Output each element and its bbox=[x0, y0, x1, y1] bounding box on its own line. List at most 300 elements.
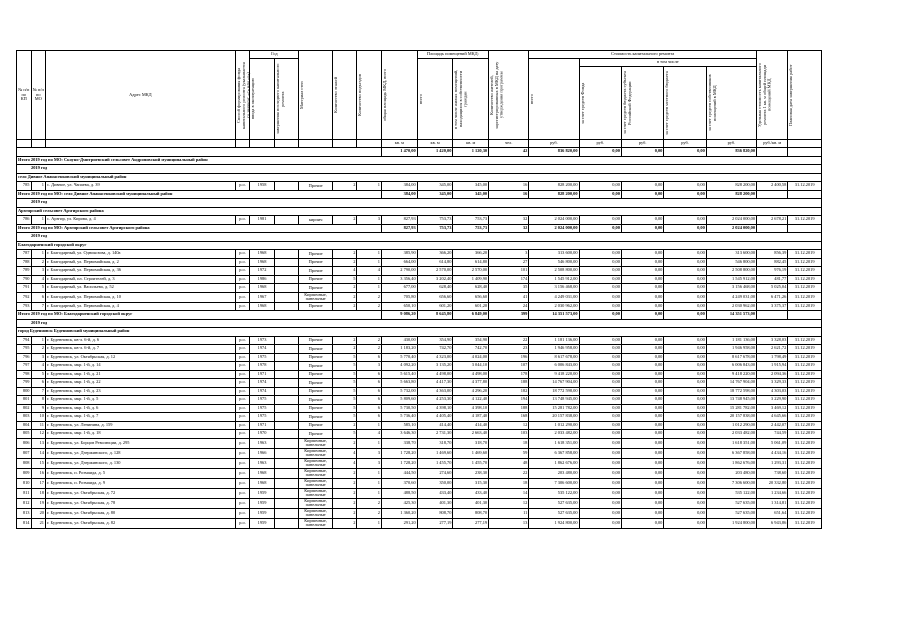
cell-l: 0,00 bbox=[664, 345, 706, 354]
cell-addr: г. Буденновск, мкр. 1-й, д. 21 bbox=[46, 370, 236, 379]
cell-o: 7 306 600,00 bbox=[706, 478, 756, 488]
cell-reg: 786 bbox=[17, 216, 32, 225]
cell-floors: 5 bbox=[332, 353, 357, 362]
cell-ent: 6 bbox=[357, 379, 382, 388]
table-cell bbox=[757, 148, 788, 157]
cell-priv: 742,70 bbox=[453, 345, 489, 354]
cell-cost: 828 200,00 bbox=[529, 182, 579, 191]
cell-f: 0,00 bbox=[579, 430, 621, 439]
cell-ent: 1 bbox=[357, 468, 382, 478]
total-value: 6 849,00 bbox=[453, 311, 489, 320]
cell-reg: 810 bbox=[17, 478, 32, 488]
table-row bbox=[17, 468, 822, 478]
cell-reg: 802 bbox=[17, 404, 32, 413]
cell-area: 1 469,60 bbox=[417, 448, 453, 458]
cell-priv: 1 409,90 bbox=[453, 275, 489, 284]
year-row bbox=[17, 233, 822, 242]
cell-o: 828 200,00 bbox=[706, 182, 756, 191]
table-row bbox=[17, 370, 822, 379]
cell-priv: 4 187,40 bbox=[453, 413, 489, 422]
table-row bbox=[17, 404, 822, 413]
cell-floors: 2 bbox=[332, 498, 357, 508]
cell-date: 31.12.2019 bbox=[788, 478, 822, 488]
cell-reg: 806 bbox=[17, 438, 32, 448]
total-value: 827,93 bbox=[381, 224, 417, 233]
table-row bbox=[17, 362, 822, 371]
cell-fund: р.о. bbox=[235, 421, 250, 430]
cell-fund: р.о. bbox=[235, 292, 250, 302]
table-cell bbox=[757, 311, 788, 320]
cell-last bbox=[274, 448, 299, 458]
header-cost-total: всего bbox=[529, 94, 535, 104]
cell-cost: 1 012 290,00 bbox=[529, 421, 579, 430]
cell-area: 274,60 bbox=[417, 468, 453, 478]
cell-cost: 14 767 904,00 bbox=[529, 379, 579, 388]
cell-last bbox=[274, 404, 299, 413]
cell-cost: 527 635,00 bbox=[529, 498, 579, 508]
cell-priv: 4 377,80 bbox=[453, 379, 489, 388]
cell-cost: 527 635,00 bbox=[529, 508, 579, 518]
cell-cost: 18 772 598,00 bbox=[529, 387, 579, 396]
cell-addr: г. Буденновск, кв-л. 6-й, д. 6 bbox=[46, 336, 236, 345]
cell-wall: Кирпичные, панельные bbox=[299, 458, 332, 468]
cell-priv: 4 296,20 bbox=[453, 387, 489, 396]
table-row bbox=[17, 478, 822, 488]
cell-priv: 277,19 bbox=[453, 518, 489, 528]
cell-cost: 546 800,00 bbox=[529, 258, 579, 267]
cell-f: 0,00 bbox=[579, 413, 621, 422]
cell-f: 0,00 bbox=[579, 250, 621, 259]
total-value: 0,00 bbox=[579, 148, 621, 157]
cell-date: 31.12.2019 bbox=[788, 396, 822, 405]
cell-cost: 535 122,00 bbox=[529, 488, 579, 498]
cell-l: 0,00 bbox=[664, 275, 706, 284]
cell-built: 1968 bbox=[250, 250, 275, 259]
cell-addr: г. Буденновск, ул. Дзержинского, д. 128 bbox=[46, 448, 236, 458]
cell-addr: г. Буденновск, мкр. 1-й, д. 7 bbox=[46, 413, 236, 422]
year-row bbox=[17, 199, 822, 208]
cell-o: 8 617 678,00 bbox=[706, 353, 756, 362]
cell-unit: 3 469,12 bbox=[757, 404, 788, 413]
cell-date: 31.12.2019 bbox=[788, 250, 822, 259]
cell-priv: 238,30 bbox=[453, 468, 489, 478]
cell-addr: г. Благодарный, ул. Первомайская, д. 4 bbox=[46, 302, 236, 311]
cell-area: 2 570,00 bbox=[417, 267, 453, 276]
cell-area: 3 202,40 bbox=[417, 275, 453, 284]
cell-floors: 2 bbox=[332, 182, 357, 191]
cell-reg: 791 bbox=[17, 284, 32, 293]
cell-date: 31.12.2019 bbox=[788, 508, 822, 518]
cell-fund: р.о. bbox=[235, 488, 250, 498]
cell-res: 41 bbox=[489, 292, 529, 302]
cell-r: 0,00 bbox=[621, 370, 663, 379]
cell-date: 31.12.2019 bbox=[788, 362, 822, 371]
cell-l: 0,00 bbox=[664, 518, 706, 528]
total-value: 384,00 bbox=[381, 190, 417, 199]
cell-fund: р.о. bbox=[235, 430, 250, 439]
table-row bbox=[17, 353, 822, 362]
cell-total: 705,80 bbox=[381, 292, 417, 302]
cell-floors: 2 bbox=[332, 421, 357, 430]
cell-res: 11 bbox=[489, 508, 529, 518]
cell-reg: 790 bbox=[17, 275, 32, 284]
cell-mo: 2 bbox=[31, 258, 46, 267]
cell-o: 2 030 962,00 bbox=[706, 302, 756, 311]
table-row bbox=[17, 379, 822, 388]
table-row bbox=[17, 250, 822, 259]
cell-built: 1959 bbox=[250, 508, 275, 518]
cell-addr: с. Дивное, ул. Чапаева, д. 39 bbox=[46, 182, 236, 191]
cell-res: 59 bbox=[489, 448, 529, 458]
cell-fund: р.о. bbox=[235, 250, 250, 259]
cell-o: 3 156 468,00 bbox=[706, 284, 756, 293]
cell-floors: 5 bbox=[332, 387, 357, 396]
cell-area: 4 417,30 bbox=[417, 379, 453, 388]
cell-addr: г. Благодарный, ул. Первомайская, д. 10 bbox=[46, 292, 236, 302]
cell-total: 5 736,40 bbox=[381, 413, 417, 422]
cell-date: 31.12.2019 bbox=[788, 518, 822, 528]
cell-wall: Прочие bbox=[299, 182, 332, 191]
cell-f: 0,00 bbox=[579, 275, 621, 284]
cell-total: 5 730,50 bbox=[381, 404, 417, 413]
total-value: 2 024 000,00 bbox=[529, 224, 579, 233]
cell-res: 168 bbox=[489, 413, 529, 422]
cell-total: 1 360,20 bbox=[381, 508, 417, 518]
cell-ent: 2 bbox=[357, 336, 382, 345]
cell-reg: 787 bbox=[17, 250, 32, 259]
table-cell bbox=[788, 190, 822, 199]
cell-reg: 807 bbox=[17, 448, 32, 458]
cell-date: 31.12.2019 bbox=[788, 379, 822, 388]
cell-r: 0,00 bbox=[621, 387, 663, 396]
cell-r: 0,00 bbox=[621, 345, 663, 354]
cell-last bbox=[274, 258, 299, 267]
cell-reg: 792 bbox=[17, 292, 32, 302]
total-value: 0,00 bbox=[579, 311, 621, 320]
total-value: 14 351 573,00 bbox=[529, 311, 579, 320]
cell-l: 0,00 bbox=[664, 430, 706, 439]
cell-total: 585,10 bbox=[381, 421, 417, 430]
cell-floors: 5 bbox=[332, 413, 357, 422]
year-label: 2019 год bbox=[17, 199, 822, 208]
cell-res: 13 bbox=[489, 518, 529, 528]
cell-floors: 4 bbox=[332, 458, 357, 468]
cell-mo: 8 bbox=[31, 396, 46, 405]
cell-addr: г. Буденновск, мкр. 1-й, д. 6 bbox=[46, 404, 236, 413]
cell-res: 188 bbox=[489, 404, 529, 413]
cell-floors: 5 bbox=[332, 379, 357, 388]
cell-l: 0,00 bbox=[664, 488, 706, 498]
header-wall-material: Материал стен bbox=[299, 81, 305, 109]
cell-res: 174 bbox=[489, 275, 529, 284]
cell-date: 31.12.2019 bbox=[788, 498, 822, 508]
cell-mo: 6 bbox=[31, 292, 46, 302]
cell-addr: г. Буденновск, кв-л. 6-й, д. 7 bbox=[46, 345, 236, 354]
cell-ent: 4 bbox=[357, 430, 382, 439]
cell-floors: 4 bbox=[332, 448, 357, 458]
cell-f: 0,00 bbox=[579, 458, 621, 468]
cell-l: 0,00 bbox=[664, 250, 706, 259]
cell-o: 527 635,00 bbox=[706, 508, 756, 518]
cell-date: 31.12.2019 bbox=[788, 336, 822, 345]
header-cost-local: за счет средств местного бюджета bbox=[664, 71, 670, 135]
cell-res: 18 bbox=[489, 478, 529, 488]
cell-priv: 4 024,00 bbox=[453, 353, 489, 362]
cell-fund: р.о. bbox=[235, 478, 250, 488]
cell-floors: 2 bbox=[332, 345, 357, 354]
cell-floors: 2 bbox=[332, 284, 357, 293]
cell-last bbox=[274, 336, 299, 345]
cell-reg: 803 bbox=[17, 413, 32, 422]
cell-l: 0,00 bbox=[664, 404, 706, 413]
cell-f: 0,00 bbox=[579, 353, 621, 362]
cell-ent: 2 bbox=[357, 302, 382, 311]
section-row bbox=[17, 207, 822, 216]
cell-l: 0,00 bbox=[664, 508, 706, 518]
cell-wall: Прочие bbox=[299, 387, 332, 396]
total-label: Итого 2019 год по МО: Благодарненский городской округ bbox=[17, 311, 382, 320]
cell-ent: 2 bbox=[357, 498, 382, 508]
cell-wall: Прочие bbox=[299, 370, 332, 379]
cell-wall: Прочие bbox=[299, 379, 332, 388]
table-row bbox=[17, 292, 822, 302]
header-cost-region: за счет средств бюджета субъекта Российской Федерации bbox=[621, 71, 632, 135]
unit-cell: руб. bbox=[621, 140, 663, 148]
cell-r: 0,00 bbox=[621, 458, 663, 468]
cell-built: 1974 bbox=[250, 387, 275, 396]
cell-reg: 808 bbox=[17, 458, 32, 468]
cell-last bbox=[274, 182, 299, 191]
cell-total: 664,00 bbox=[381, 258, 417, 267]
cell-priv: 2 570,00 bbox=[453, 267, 489, 276]
total-value: 1 470,00 bbox=[381, 148, 417, 157]
cell-addr: г. Буденновск, ул. Октябрьская, д. 80 bbox=[46, 508, 236, 518]
cell-unit: 744,59 bbox=[757, 430, 788, 439]
cell-reg: 794 bbox=[17, 336, 32, 345]
cell-cost: 6 367 858,00 bbox=[529, 448, 579, 458]
cell-cost: 3 156 468,00 bbox=[529, 284, 579, 293]
cell-built: 1968 bbox=[250, 258, 275, 267]
cell-o: 20 157 838,00 bbox=[706, 413, 756, 422]
cell-date: 31.12.2019 bbox=[788, 468, 822, 478]
total-label: Итого 2019 год по МО: Арзгирский сельсовет Арзгирского района bbox=[17, 224, 382, 233]
cell-total: 444,50 bbox=[381, 468, 417, 478]
cell-f: 0,00 bbox=[579, 404, 621, 413]
cell-fund: р.о. bbox=[235, 508, 250, 518]
cell-area: 350,00 bbox=[417, 478, 453, 488]
cell-o: 1 924 800,00 bbox=[706, 518, 756, 528]
cell-l: 0,00 bbox=[664, 413, 706, 422]
cell-r: 0,00 bbox=[621, 302, 663, 311]
cell-area: 414,40 bbox=[417, 421, 453, 430]
cell-area: 742,70 bbox=[417, 345, 453, 354]
cell-r: 0,00 bbox=[621, 498, 663, 508]
cell-r: 0,00 bbox=[621, 379, 663, 388]
cell-unit: 856,39 bbox=[757, 250, 788, 259]
cell-reg: 801 bbox=[17, 396, 32, 405]
cell-area: 401,30 bbox=[417, 498, 453, 508]
cell-wall: Прочие bbox=[299, 421, 332, 430]
cell-l: 0,00 bbox=[664, 458, 706, 468]
cell-floors: 5 bbox=[332, 404, 357, 413]
header-floors: Количество этажей bbox=[332, 77, 338, 113]
cell-built: 1986 bbox=[250, 275, 275, 284]
cell-priv: 354,90 bbox=[453, 336, 489, 345]
cell-mo: 17 bbox=[31, 478, 46, 488]
cell-reg: 804 bbox=[17, 421, 32, 430]
cell-addr: г. Благодарный, пл. Строителей, д. 3 bbox=[46, 275, 236, 284]
cell-fund: р.о. bbox=[235, 362, 250, 371]
cell-res: 101 bbox=[489, 267, 529, 276]
cell-last bbox=[274, 379, 299, 388]
cell-mo: 14 bbox=[31, 448, 46, 458]
cell-fund: р.о. bbox=[235, 302, 250, 311]
cell-cost: 6 006 843,00 bbox=[529, 362, 579, 371]
total-value: 14 351 573,00 bbox=[706, 311, 756, 320]
cell-l: 0,00 bbox=[664, 478, 706, 488]
cell-floors: 2 bbox=[332, 508, 357, 518]
total-value: 0,00 bbox=[579, 224, 621, 233]
cell-area: 366,20 bbox=[417, 250, 453, 259]
cell-last bbox=[274, 353, 299, 362]
cell-wall: Прочие bbox=[299, 396, 332, 405]
cell-date: 31.12.2019 bbox=[788, 430, 822, 439]
cell-unit: 6 943,86 bbox=[757, 518, 788, 528]
cell-date: 31.12.2019 bbox=[788, 292, 822, 302]
cell-fund: р.о. bbox=[235, 458, 250, 468]
cell-o: 1 946 958,00 bbox=[706, 345, 756, 354]
cell-total: 5 732,00 bbox=[381, 387, 417, 396]
cell-reg: 800 bbox=[17, 387, 32, 396]
table-row bbox=[17, 508, 822, 518]
cell-floors: 2 bbox=[332, 468, 357, 478]
cell-wall: Прочие bbox=[299, 362, 332, 371]
unit-cell: кв. м bbox=[453, 140, 489, 148]
cell-last bbox=[274, 421, 299, 430]
cell-fund: р.о. bbox=[235, 404, 250, 413]
cell-fund: р.о. bbox=[235, 387, 250, 396]
cell-floors: 2 bbox=[332, 302, 357, 311]
cell-mo: 7 bbox=[31, 302, 46, 311]
cell-r: 0,00 bbox=[621, 421, 663, 430]
cell-cost: 2 024 000,00 bbox=[529, 216, 579, 225]
year-label: 2019 год bbox=[17, 319, 822, 328]
cell-unit: 4 434,16 bbox=[757, 448, 788, 458]
cell-wall: Прочие bbox=[299, 336, 332, 345]
cell-fund: р.о. bbox=[235, 468, 250, 478]
cell-addr: г. Буденновск, мкр. 1-й, д. 22 bbox=[46, 379, 236, 388]
cell-total: 3 356,40 bbox=[381, 275, 417, 284]
cell-priv: 2 663,40 bbox=[453, 430, 489, 439]
cell-addr: г. Буденновск, мкр. 1-й, д. 14 bbox=[46, 362, 236, 371]
cell-last bbox=[274, 345, 299, 354]
cell-ent: 1 bbox=[357, 284, 382, 293]
cell-mo: 1 bbox=[31, 216, 46, 225]
cell-mo: 13 bbox=[31, 438, 46, 448]
total-value: 0,00 bbox=[621, 190, 663, 199]
cell-wall: Прочие bbox=[299, 284, 332, 293]
cell-reg: 795 bbox=[17, 345, 32, 354]
cell-l: 0,00 bbox=[664, 216, 706, 225]
unit-cell: руб. bbox=[579, 140, 621, 148]
table-row bbox=[17, 258, 822, 267]
table-row bbox=[17, 182, 822, 191]
cell-priv: 345,00 bbox=[453, 182, 489, 191]
cell-o: 1 012 290,00 bbox=[706, 421, 756, 430]
cell-cost: 1 924 800,00 bbox=[529, 518, 579, 528]
cell-cost: 1 545 912,00 bbox=[529, 275, 579, 284]
header-total-area: общая площадь МКД, всего bbox=[381, 68, 387, 122]
total-value: 828 200,00 bbox=[529, 190, 579, 199]
cell-ent: 1 bbox=[357, 258, 382, 267]
cell-f: 0,00 bbox=[579, 468, 621, 478]
header-year-built: ввода в эксплуатацию bbox=[250, 78, 256, 120]
cell-area: 808,70 bbox=[417, 508, 453, 518]
total-value: 0,00 bbox=[664, 224, 706, 233]
cell-mo: 5 bbox=[31, 284, 46, 293]
section-row bbox=[17, 328, 822, 337]
header-cost-owners: за счет средств собственников помещений в МКД bbox=[706, 74, 717, 132]
cell-ent: 3 bbox=[357, 458, 382, 468]
cell-unit: 882,45 bbox=[757, 258, 788, 267]
cell-ent: 6 bbox=[357, 387, 382, 396]
cell-f: 0,00 bbox=[579, 508, 621, 518]
table-row bbox=[17, 458, 822, 468]
cell-total: 1 183,20 bbox=[381, 345, 417, 354]
cell-area: 614,80 bbox=[417, 258, 453, 267]
cell-area: 656,60 bbox=[417, 292, 453, 302]
total-value: 2 024 000,00 bbox=[706, 224, 756, 233]
cell-l: 0,00 bbox=[664, 396, 706, 405]
cell-priv: 401,30 bbox=[453, 498, 489, 508]
total-label: Итого 2019 год по МО: село Дивное Апанасенковский муниципальный район bbox=[17, 190, 382, 199]
header-unit-cost: Удельная стоимость капитального ремонта 1 кв. м общей площади помещений МКД bbox=[757, 63, 772, 127]
unit-cell: руб. bbox=[706, 140, 756, 148]
cell-f: 0,00 bbox=[579, 438, 621, 448]
table-row bbox=[17, 448, 822, 458]
cell-r: 0,00 bbox=[621, 396, 663, 405]
cell-date: 31.12.2019 bbox=[788, 370, 822, 379]
cell-reg: 799 bbox=[17, 379, 32, 388]
cell-l: 0,00 bbox=[664, 379, 706, 388]
cell-f: 0,00 bbox=[579, 258, 621, 267]
cell-date: 31.12.2019 bbox=[788, 182, 822, 191]
cell-o: 18 772 598,00 bbox=[706, 387, 756, 396]
cell-floors: 4 bbox=[332, 267, 357, 276]
cell-l: 0,00 bbox=[664, 498, 706, 508]
cell-date: 31.12.2019 bbox=[788, 458, 822, 468]
cell-addr: г. Буденновск, п. Розмаида, д. 9 bbox=[46, 478, 236, 488]
cell-f: 0,00 bbox=[579, 362, 621, 371]
unit-cell: руб. bbox=[664, 140, 706, 148]
cell-date: 31.12.2019 bbox=[788, 302, 822, 311]
year-row bbox=[17, 319, 822, 328]
cell-addr: г. Благодарный, ул. Первомайская, д. 2 bbox=[46, 258, 236, 267]
capital-repair-table bbox=[16, 50, 822, 529]
cell-floors: 5 bbox=[332, 275, 357, 284]
cell-cost: 1 946 958,00 bbox=[529, 345, 579, 354]
cell-reg: 796 bbox=[17, 353, 32, 362]
cell-area: 354,90 bbox=[417, 336, 453, 345]
cell-last bbox=[274, 267, 299, 276]
cell-wall: Прочие bbox=[299, 267, 332, 276]
cell-total: 4 092,20 bbox=[381, 362, 417, 371]
cell-cost: 20 157 838,00 bbox=[529, 413, 579, 422]
cell-date: 31.12.2019 bbox=[788, 421, 822, 430]
cell-r: 0,00 bbox=[621, 353, 663, 362]
cell-o: 2 508 800,00 bbox=[706, 267, 756, 276]
cell-l: 0,00 bbox=[664, 362, 706, 371]
